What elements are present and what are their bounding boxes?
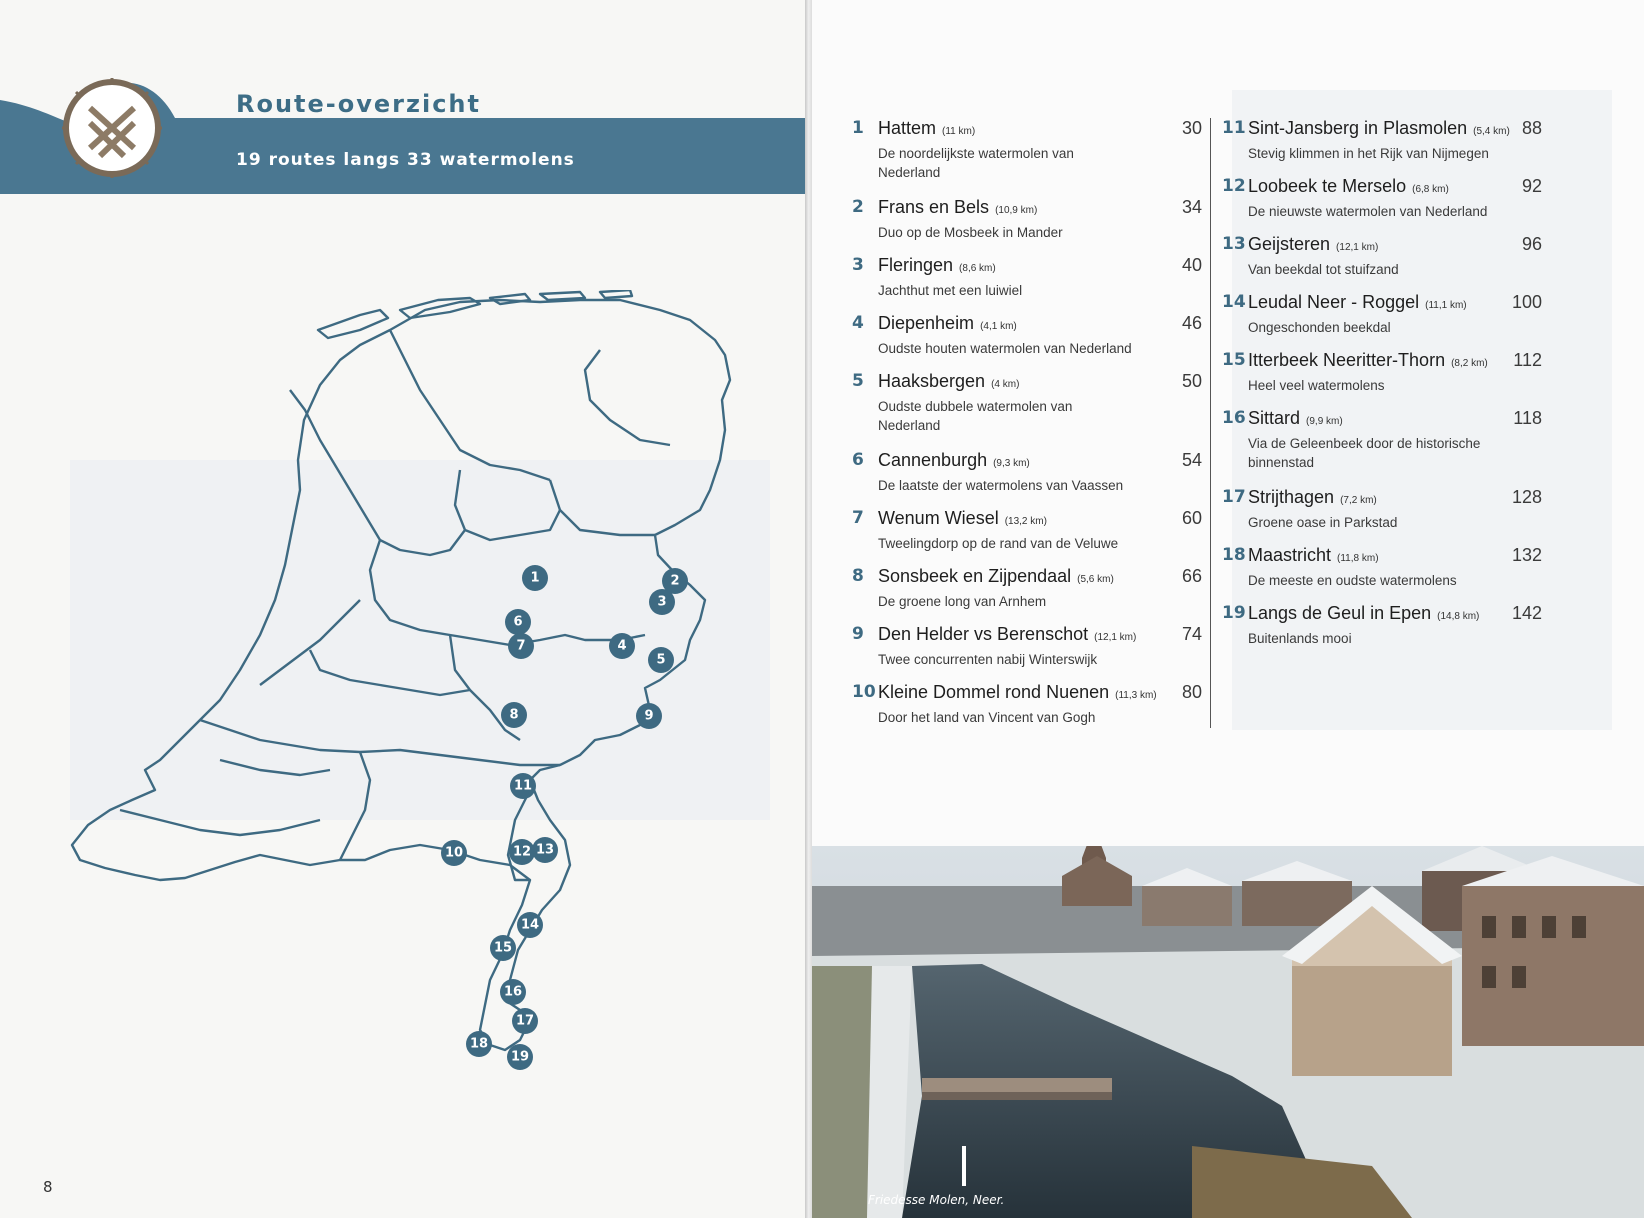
- route-number: 3: [852, 255, 864, 275]
- route-page: 92: [1521, 176, 1542, 196]
- route-distance: (14,8 km): [1437, 611, 1480, 622]
- map-marker[interactable]: [609, 633, 635, 659]
- route-number: 7: [852, 508, 864, 528]
- route-distance: (6,8 km): [1412, 184, 1449, 195]
- route-page: 88: [1521, 118, 1542, 138]
- toc-entry[interactable]: [852, 195, 1202, 253]
- route-distance: (5,4 km): [1473, 126, 1510, 137]
- route-description: Buitenlands mooi: [1248, 631, 1352, 646]
- route-distance: (7,2 km): [1340, 495, 1377, 506]
- route-name: Geijsteren: [1248, 234, 1331, 254]
- svg-text:18: 18: [469, 1036, 489, 1052]
- route-description: Heel veel watermolens: [1248, 378, 1385, 393]
- route-description: Stevig klimmen in het Rijk van Nijmegen: [1248, 146, 1489, 161]
- route-name: Strijthagen: [1248, 487, 1335, 507]
- svg-text:10: 10: [444, 845, 464, 861]
- route-distance: (11 km): [942, 126, 976, 137]
- route-number: 4: [852, 313, 864, 333]
- map-marker[interactable]: [649, 589, 675, 615]
- toc-entry[interactable]: [1222, 290, 1542, 348]
- route-distance: (9,3 km): [993, 458, 1030, 469]
- route-page: 112: [1513, 350, 1542, 370]
- route-page: 128: [1511, 487, 1542, 507]
- route-distance: (13,2 km): [1004, 516, 1047, 527]
- route-description: Oudste dubbele watermolen van Nederland: [878, 399, 1073, 433]
- map-marker[interactable]: [509, 839, 535, 865]
- route-number: 10: [852, 682, 876, 702]
- svg-text:4: 4: [617, 638, 627, 654]
- toc-entry[interactable]: [852, 564, 1202, 622]
- route-name: Haaksbergen: [878, 371, 986, 391]
- map-marker[interactable]: [522, 565, 548, 591]
- map-marker[interactable]: [648, 647, 674, 673]
- svg-text:3: 3: [657, 594, 667, 610]
- route-description: Twee concurrenten nabij Winterswijk: [878, 652, 1098, 667]
- route-page: 46: [1181, 313, 1202, 333]
- route-page: 142: [1511, 603, 1542, 623]
- map-marker[interactable]: [508, 633, 534, 659]
- route-name: Fleringen: [878, 255, 954, 275]
- map-marker[interactable]: [505, 609, 531, 635]
- route-distance: (8,6 km): [959, 263, 996, 274]
- svg-text:19: 19: [510, 1049, 530, 1065]
- map-marker[interactable]: [490, 935, 516, 961]
- route-page: 40: [1181, 255, 1202, 275]
- route-distance: (10,9 km): [995, 205, 1038, 216]
- route-description: Van beekdal tot stuifzand: [1248, 262, 1399, 277]
- route-name: Wenum Wiesel: [878, 508, 999, 528]
- toc-entry[interactable]: [1222, 348, 1542, 406]
- svg-text:8: 8: [509, 707, 519, 723]
- toc-entry[interactable]: [852, 680, 1202, 738]
- toc-entry[interactable]: [852, 253, 1202, 311]
- left-page: [0, 0, 807, 1218]
- page-title: Route-overzicht: [236, 90, 481, 118]
- map-marker[interactable]: [517, 912, 543, 938]
- map-marker[interactable]: [636, 703, 662, 729]
- svg-text:6: 6: [513, 614, 523, 630]
- map-marker[interactable]: [512, 1008, 538, 1034]
- svg-text:7: 7: [516, 638, 526, 654]
- route-name: Itterbeek Neeritter-Thorn: [1248, 350, 1446, 370]
- route-description: De meeste en oudste watermolens: [1248, 573, 1457, 588]
- route-description: Door het land van Vincent van Gogh: [878, 710, 1096, 725]
- route-distance: (12,1 km): [1336, 242, 1379, 253]
- toc-entry[interactable]: [1222, 543, 1542, 601]
- toc-entry[interactable]: [1222, 485, 1542, 543]
- svg-text:11: 11: [513, 778, 533, 794]
- route-page: 66: [1181, 566, 1202, 586]
- map-marker[interactable]: [466, 1031, 492, 1057]
- toc-entry[interactable]: [852, 448, 1202, 506]
- watermill-photo: [812, 846, 1644, 1218]
- route-distance: (12,1 km): [1094, 632, 1137, 643]
- route-number: 15: [1222, 350, 1246, 370]
- toc-column-right: [1222, 116, 1542, 659]
- route-number: 6: [852, 450, 864, 470]
- route-page: 74: [1181, 624, 1202, 644]
- route-page: 54: [1181, 450, 1202, 470]
- route-description: Jachthut met een luiwiel: [878, 283, 1023, 298]
- route-number: 11: [1222, 118, 1246, 138]
- route-description: Oudste houten watermolen van Nederland: [878, 341, 1132, 356]
- svg-text:14: 14: [520, 917, 540, 933]
- route-number: 5: [852, 371, 864, 391]
- svg-text:1: 1: [530, 570, 540, 586]
- svg-text:16: 16: [503, 984, 523, 1000]
- route-distance: (5,6 km): [1077, 574, 1114, 585]
- toc-entry[interactable]: [1222, 601, 1542, 659]
- svg-text:9: 9: [644, 708, 654, 724]
- route-number: 1: [852, 118, 864, 138]
- route-number: 13: [1222, 234, 1246, 254]
- route-page: 96: [1521, 234, 1542, 254]
- toc-entry[interactable]: [1222, 406, 1542, 485]
- route-distance: (4 km): [991, 379, 1020, 390]
- route-distance: (11,3 km): [1115, 690, 1157, 701]
- route-number: 14: [1222, 292, 1246, 312]
- toc-entry[interactable]: [852, 369, 1202, 448]
- svg-text:5: 5: [656, 652, 666, 668]
- map-marker[interactable]: [507, 1044, 533, 1070]
- toc-entry[interactable]: [1222, 174, 1542, 232]
- route-page: 118: [1513, 408, 1542, 428]
- route-description: Tweelingdorp op de rand van de Veluwe: [878, 536, 1119, 551]
- route-name: Loobeek te Merselo: [1248, 176, 1407, 196]
- route-distance: (4,1 km): [980, 321, 1017, 332]
- svg-text:15: 15: [493, 940, 513, 956]
- route-distance: (8,2 km): [1451, 358, 1488, 369]
- toc-entry[interactable]: [1222, 232, 1542, 290]
- route-description: Duo op de Mosbeek in Mander: [878, 225, 1063, 240]
- svg-text:17: 17: [515, 1013, 535, 1029]
- route-name: Sint-Jansberg in Plasmolen: [1248, 118, 1468, 138]
- photo-caption: Friedesse Molen, Neer.: [868, 1193, 1005, 1207]
- route-name: Hattem: [878, 118, 937, 138]
- page-subtitle: 19 routes langs 33 watermolens: [236, 150, 575, 170]
- route-name: Leudal Neer - Roggel: [1248, 292, 1420, 312]
- toc-entry[interactable]: [852, 506, 1202, 564]
- route-page: 50: [1181, 371, 1202, 391]
- map-marker[interactable]: [501, 702, 527, 728]
- route-description: De groene long van Arnhem: [878, 594, 1047, 609]
- route-page: 34: [1181, 197, 1202, 217]
- toc-entry[interactable]: [852, 311, 1202, 369]
- route-description: De nieuwste watermolen van Nederland: [1248, 204, 1488, 219]
- svg-text:2: 2: [670, 573, 680, 589]
- route-page: 80: [1181, 682, 1202, 702]
- toc-entry[interactable]: [852, 116, 1202, 195]
- toc-divider: [1210, 118, 1211, 728]
- route-name: Kleine Dommel rond Nuenen: [878, 682, 1110, 702]
- right-page: [812, 0, 1644, 1218]
- route-name: Maastricht: [1248, 545, 1332, 565]
- route-name: Frans en Bels: [878, 197, 990, 217]
- toc-entry[interactable]: [852, 622, 1202, 680]
- map-marker[interactable]: [441, 840, 467, 866]
- map-marker[interactable]: [532, 837, 558, 863]
- route-page: 60: [1181, 508, 1202, 528]
- route-number: 8: [852, 566, 864, 586]
- route-name: Sonsbeek en Zijpendaal: [878, 566, 1072, 586]
- route-number: 18: [1222, 545, 1246, 565]
- route-description: De noordelijkste watermolen van Nederland: [878, 146, 1074, 180]
- route-number: 17: [1222, 487, 1246, 507]
- route-number: 2: [852, 197, 864, 217]
- route-number: 16: [1222, 408, 1246, 428]
- route-number: 19: [1222, 603, 1246, 623]
- route-page: 30: [1181, 118, 1202, 138]
- route-number: 9: [852, 624, 864, 644]
- toc-entry[interactable]: [1222, 116, 1542, 174]
- route-page: 132: [1511, 545, 1542, 565]
- route-distance: (9,9 km): [1306, 416, 1343, 427]
- route-description: De laatste der watermolens van Vaassen: [878, 478, 1124, 493]
- page-number: 8: [43, 1178, 53, 1196]
- route-page: 100: [1511, 292, 1542, 312]
- route-name: Sittard: [1248, 408, 1301, 428]
- route-description: Via de Geleenbeek door de historische binnenstad: [1248, 436, 1481, 470]
- map-marker[interactable]: [500, 979, 526, 1005]
- waterwheel-logo-icon: [62, 78, 162, 178]
- netherlands-map: [60, 290, 780, 1120]
- route-number: 12: [1222, 176, 1246, 196]
- svg-text:12: 12: [512, 844, 532, 860]
- route-distance: (11,1 km): [1425, 300, 1467, 311]
- route-name: Den Helder vs Berenschot: [878, 624, 1089, 644]
- route-distance: (11,8 km): [1337, 553, 1379, 564]
- route-name: Diepenheim: [878, 313, 975, 333]
- svg-text:13: 13: [535, 842, 555, 858]
- toc-column-left: [852, 116, 1202, 738]
- route-name: Cannenburgh: [878, 450, 988, 470]
- route-description: Groene oase in Parkstad: [1248, 515, 1398, 530]
- route-description: Ongeschonden beekdal: [1248, 320, 1391, 335]
- map-marker[interactable]: [510, 773, 536, 799]
- route-name: Langs de Geul in Epen: [1248, 603, 1432, 623]
